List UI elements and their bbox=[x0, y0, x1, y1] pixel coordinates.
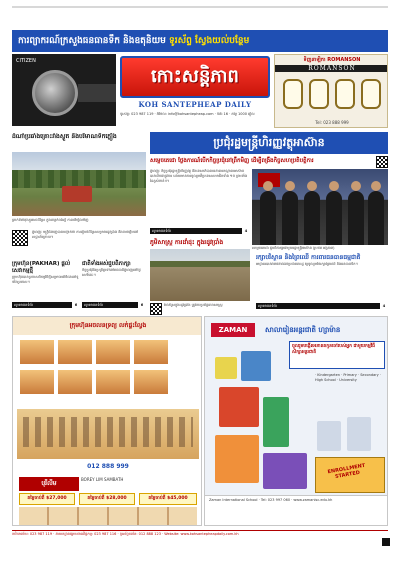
second-story-headline[interactable]: ភូមិសាស្ត្រ ការដាំដុះ ក្នុងរដូវប្រាំង bbox=[150, 239, 224, 246]
see-page-label: សូមអានតទំព័រ bbox=[84, 303, 103, 307]
student-figure bbox=[317, 421, 341, 451]
officials-photo-caption: សម្តេចតេជោ ជួបពិភាក្សាជាមួយរដ្ឋមន្ត្រីអាស៊ាន (រូបថត អង្គភាព) bbox=[252, 246, 335, 250]
see-page-link[interactable] bbox=[256, 303, 388, 309]
right-story-headline: រក្សាបរិស្ថាន និងព្រៃឈើ ការពារធនធានធម្មជាតិ bbox=[256, 254, 361, 261]
price-label: តម្លៃចាប់ពី bbox=[87, 496, 105, 501]
borey-name: BOREY LIM SAMBATH bbox=[81, 477, 124, 482]
see-page-link[interactable] bbox=[82, 302, 146, 308]
person bbox=[326, 191, 342, 245]
see-page-label: សូមអានតទំព័រ bbox=[14, 303, 33, 307]
newspaper-logo: កោះសន្តិភាព bbox=[120, 56, 270, 98]
zaman-ad-title: សាលារៀនអន្តរជាតិ ហ្សាម៉ាន bbox=[265, 326, 341, 334]
letter-block-icon bbox=[215, 435, 259, 483]
price-tag bbox=[139, 493, 197, 505]
price-value: $27,000 bbox=[46, 496, 67, 501]
romanson-brand: ROMANSON bbox=[275, 65, 388, 72]
romanson-ad-title: ទិញនាឡិកា ROMANSON bbox=[303, 57, 361, 63]
officials-photo bbox=[252, 169, 388, 245]
letter-block-icon bbox=[219, 387, 259, 427]
top-banner-accent: ទូរស័ព្ទ ស្វែងយល់បន្ថែម bbox=[169, 36, 250, 46]
house-row-image bbox=[19, 507, 197, 525]
qr-code-icon bbox=[376, 156, 388, 168]
tractor-photo bbox=[12, 152, 146, 216]
see-page-label: សូមអានតទំព័រ bbox=[258, 304, 277, 308]
watch-image bbox=[335, 79, 355, 109]
property-ad[interactable] bbox=[12, 316, 202, 526]
building-windows bbox=[23, 417, 193, 447]
person bbox=[282, 191, 298, 245]
left-sub-story-text: ក្រុមហ៊ុនបានប្រកាសពីកម្មវិធីថ្មីសម្រាប់អតិថិជននៅទូទាំងប្រទេស។ bbox=[12, 275, 79, 284]
price-tag bbox=[19, 493, 75, 505]
person bbox=[348, 191, 364, 245]
left-story-body: ភ្នំពេញៈ មន្ត្រីជំនាញបានបញ្ជាក់ថា ការរៀបចំដីស្រែសម្រាប់រដូវប្រាំង នឹងចាប់ផ្តើមនៅសប្តាហ៍ក្រោយ។ bbox=[32, 230, 139, 239]
borey-logo: បុរីលីម bbox=[19, 477, 79, 491]
price-label: តម្លៃចាប់ពី bbox=[148, 496, 166, 501]
qr-code-icon bbox=[12, 230, 28, 246]
watch-image bbox=[283, 79, 303, 109]
zaman-ad-headline: ចូលរួមបង្កើតអនាគតកូនចៅរបស់អ្នក ជាមួយកម្មវិធីសិក្សាអន្តរជាតិ bbox=[289, 341, 385, 369]
zaman-ad-footer: Zaman International School · Tel: 023 997 060 · www.zamanisc.edu.kh bbox=[205, 495, 388, 525]
newspaper-page bbox=[12, 6, 388, 560]
house-thumbnail bbox=[19, 369, 55, 395]
see-page-link[interactable] bbox=[150, 228, 250, 234]
top-banner-text: ការព្យាករណ៍ក្រសួងធនធានទឹក និងឧតុនិយម bbox=[18, 36, 166, 46]
house-thumbnail bbox=[133, 339, 169, 365]
page-edge bbox=[12, 6, 388, 8]
see-page-label: សូមអានតទំព័រ bbox=[152, 229, 171, 233]
letter-block-icon bbox=[263, 397, 289, 447]
field-photo bbox=[150, 249, 250, 301]
watch-strap-image bbox=[78, 84, 116, 102]
shophouse-rendering bbox=[17, 409, 199, 459]
top-banner bbox=[12, 30, 388, 52]
page-number: 4 bbox=[242, 228, 250, 234]
tree-line bbox=[150, 261, 250, 267]
person bbox=[260, 191, 276, 245]
price-value: $28,000 bbox=[106, 496, 127, 501]
watch-image bbox=[32, 70, 78, 116]
property-ad-phone: 012 888 999 bbox=[87, 463, 129, 470]
price-value: $45,000 bbox=[167, 496, 188, 501]
letter-block-icon bbox=[263, 453, 307, 489]
watch-image bbox=[361, 79, 381, 109]
zaman-school-ad[interactable] bbox=[204, 316, 388, 526]
student-figure bbox=[347, 417, 371, 451]
house-thumbnail bbox=[95, 339, 131, 365]
lead-story-headline[interactable]: ប្រជុំរដ្ឋមន្ត្រីហិរញ្ញវត្ថុអាស៊ាន bbox=[150, 132, 388, 154]
left-story-headline[interactable]: ដំណាំប្រឆាំងគ្រោះរាំងស្ងួត និងបរិមាណទឹកភ្លៀង bbox=[12, 133, 117, 140]
tractor bbox=[62, 186, 92, 202]
field-photo-caption: វាលស្រែក្នុងរដូវប្រាំង ត្រូវការប្រព័ន្ធធារាសាស្ត្រ bbox=[164, 303, 223, 307]
watch-ad-brand: CITIZEN bbox=[16, 58, 36, 64]
price-label: តម្លៃចាប់ពី bbox=[27, 496, 45, 501]
romanson-ad-footer: Tel: 023 888 999 bbox=[315, 120, 349, 125]
page-footer: ការិយាល័យ: 023 987 119 · នាយកដ្ឋានផ្សាយពាណិជ្ជកម្ម: 023 987 116 · ទូរស័ព្ទចល័ត: 012 888 123 · Website: www.kohsantepheapdaily.com.kh bbox=[12, 530, 388, 538]
price-tag bbox=[79, 493, 135, 505]
letter-block-icon bbox=[241, 351, 271, 381]
newspaper-logo-subtitle: KOH SANTEPHEAP DAILY bbox=[138, 100, 252, 109]
left-sub-story-title: ជាតិទាំងអស់ជួបពិភាក្សា bbox=[82, 261, 131, 267]
house-thumbnail bbox=[57, 339, 93, 365]
registration-mark bbox=[382, 538, 390, 546]
house-thumbnail bbox=[19, 339, 55, 365]
masthead-info: ទូរស័ព្ទ: 023 987 119 · អ៊ីម៉ែល: info@kohsantepheap.com · ទំព័រ 16 · តម្លៃ 1000 រៀល bbox=[120, 112, 255, 116]
zaman-program-list: · Kindergarten · Primary · Secondary · High School · University bbox=[315, 373, 381, 382]
watch-image bbox=[309, 79, 329, 109]
person bbox=[304, 191, 320, 245]
left-sub-story-title: ក្រុមហ៊ុន(PAKHAR) ផ្តល់សេវាកម្មថ្មី bbox=[12, 261, 71, 274]
lead-story-body: ភ្នំពេញៈ កិច្ចប្រជុំរដ្ឋមន្ត្រីហិរញ្ញវត្ថុ និងទេសាភិបាលធនាគារកណ្តាលអាស៊ាន បានបើកជាផ្លូវការ ដោយមានការចូលរួមពីប្រទេសសមាជិកទាំង ១០ ព្រមទាំងដៃគូសំខាន់ៗ។ bbox=[150, 169, 248, 183]
letter-block-icon bbox=[215, 357, 237, 379]
page-number: 6 bbox=[138, 302, 146, 308]
enrollment-text: ENROLLMENT STARTED bbox=[327, 462, 366, 481]
right-story-body: អាជ្ញាធរបានអំពាវនាវដល់ប្រជាពលរដ្ឋ ឲ្យចូលរួមថែរក្សាព្រៃឈើ និងធនធានទឹក។ bbox=[256, 262, 358, 266]
watch-ad[interactable] bbox=[12, 54, 116, 126]
house-thumbnail bbox=[133, 369, 169, 395]
property-ad-heading: ក្រុមហ៊ុនអចលនទ្រព្យ លក់ផ្ទះល្វែង bbox=[13, 317, 202, 335]
person bbox=[368, 191, 384, 245]
tractor-photo-caption: ត្រាក់ទ័រកំពុងភ្ជួររាស់ដីស្រែ ក្នុងខេត្តកំពង់ស្ពឺ កាលពីម្សិលមិញ bbox=[12, 218, 89, 222]
page-number: 4 bbox=[380, 303, 388, 309]
lead-story-subhead: សម្តេចតេជោ ថ្លែងការណ៍បើកកិច្ចប្រជុំនៅព្រឹកមិញ ដើម្បីពង្រឹងកិច្ចសហប្រតិបត្តិការ bbox=[150, 158, 314, 164]
qr-code-icon bbox=[150, 303, 162, 315]
enrollment-badge bbox=[315, 457, 385, 493]
romanson-ad[interactable] bbox=[274, 54, 388, 128]
house-thumbnail bbox=[95, 369, 131, 395]
see-page-link[interactable] bbox=[12, 302, 80, 308]
house-thumbnail bbox=[57, 369, 93, 395]
left-sub-story-text: កិច្ចប្រជុំនឹងប្រព្រឹត្តទៅនៅរាជធានីភ្នំពេញនៅថ្ងៃសៅរ៍នេះ។ bbox=[82, 268, 141, 277]
zaman-logo: ZAMAN bbox=[211, 323, 255, 337]
page-number: 6 bbox=[72, 302, 80, 308]
